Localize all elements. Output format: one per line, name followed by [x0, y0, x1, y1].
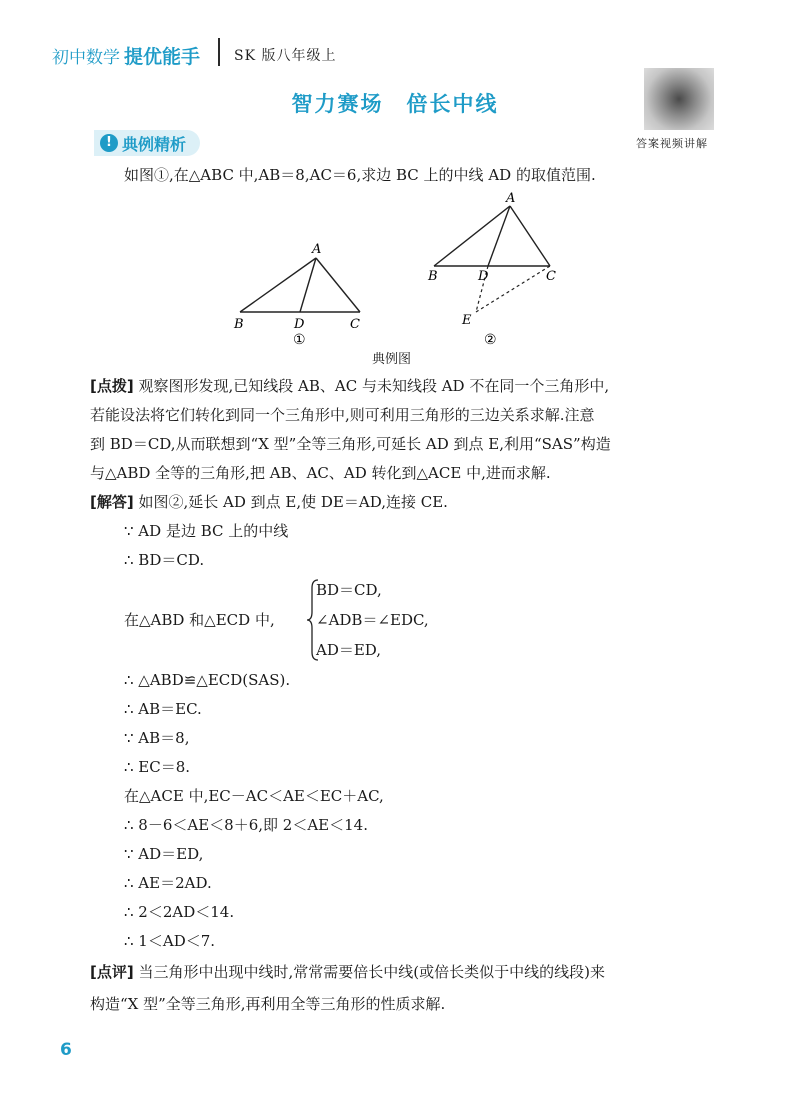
fig1-label-c: C	[350, 317, 360, 332]
hint-tag: [点拨]	[90, 377, 134, 395]
series-title-part1: 初中数学	[52, 48, 120, 68]
figure-1	[228, 238, 378, 348]
system-eq-3: AD＝ED,	[316, 641, 382, 659]
comment-tag: [点评]	[90, 963, 134, 981]
figure-2	[420, 190, 570, 348]
series-title-part2: 提优能手	[124, 46, 201, 68]
header-divider	[218, 38, 220, 66]
fig1-label-d: D	[294, 317, 305, 332]
solution-step: ∴ AE＝2AD.	[124, 874, 212, 892]
fig1-number: ①	[293, 332, 306, 348]
hint-line-2: 若能设法将它们转化到同一个三角形中,则可利用三角形的三边关系求解.注意	[90, 406, 595, 424]
solution-step: ∴ △ABD≌△ECD(SAS).	[124, 671, 291, 689]
page-title: 智力赛场 倍长中线	[291, 92, 499, 116]
solution-step: ∴ 8－6＜AE＜8＋6,即 2＜AE＜14.	[124, 816, 368, 834]
solution-step: ∴ EC＝8.	[124, 758, 191, 776]
qr-caption: 答案视频讲解	[636, 137, 708, 150]
edition-label: SK 版八年级上	[234, 48, 337, 64]
system-eq-2: ∠ADB＝∠EDC,	[316, 611, 429, 629]
section-label	[94, 130, 200, 156]
section-label-text: 典例精析	[122, 134, 187, 154]
solution-step: ∴ 1＜AD＜7.	[124, 932, 216, 950]
solution-step: ∵ AD＝ED,	[124, 845, 204, 863]
hint-line-1	[90, 376, 609, 396]
solution-step: ∵ AD 是边 BC 上的中线	[124, 522, 289, 540]
hint-line-3: 到 BD＝CD,从而联想到“X 型”全等三角形,可延长 AD 到点 E,利用“SAS”构造	[90, 435, 611, 453]
fig2-label-c: C	[546, 269, 556, 284]
fig1-label-b: B	[234, 317, 244, 332]
system-prefix: 在△ABD 和△ECD 中,	[124, 611, 275, 629]
comment-line-1	[90, 962, 605, 982]
solution-step: ∴ BD＝CD.	[124, 551, 205, 569]
series-title	[52, 42, 200, 69]
fig2-label-e: E	[462, 313, 472, 328]
solution-text-1: 如图②,延长 AD 到点 E,使 DE＝AD,连接 CE.	[133, 493, 448, 511]
fig2-label-b: B	[428, 269, 438, 284]
exclamation-icon: !	[100, 134, 118, 152]
solution-line-1	[90, 492, 448, 512]
system-eq-1: BD＝CD,	[316, 581, 382, 599]
solution-step: 在△ACE 中,EC－AC＜AE＜EC＋AC,	[124, 787, 384, 805]
problem-statement: 如图①,在△ABC 中,AB＝8,AC＝6,求边 BC 上的中线 AD 的取值范围.	[124, 166, 596, 184]
solution-step: ∵ AB＝8,	[124, 729, 190, 747]
fig2-number: ②	[484, 332, 497, 348]
comment-line-2: 构造“X 型”全等三角形,再利用全等三角形的性质求解.	[90, 995, 446, 1013]
comment-text-1: 当三角形中出现中线时,常常需要倍长中线(或倍长类似于中线的线段)来	[133, 963, 605, 981]
fig1-label-a: A	[312, 242, 322, 257]
page-number: 6	[60, 1040, 72, 1060]
hint-text-1: 观察图形发现,已知线段 AB、AC 与未知线段 AD 不在同一个三角形中,	[133, 377, 610, 395]
hint-line-4: 与△ABD 全等的三角形,把 AB、AC、AD 转化到△ACE 中,进而求解.	[90, 464, 551, 482]
solution-tag: [解答]	[90, 493, 134, 511]
solution-step: ∴ 2＜2AD＜14.	[124, 903, 235, 921]
fig2-label-a: A	[506, 191, 516, 206]
fig2-label-d: D	[478, 269, 489, 284]
solution-step: ∴ AB＝EC.	[124, 700, 202, 718]
figure-caption: 典例图	[372, 352, 412, 367]
